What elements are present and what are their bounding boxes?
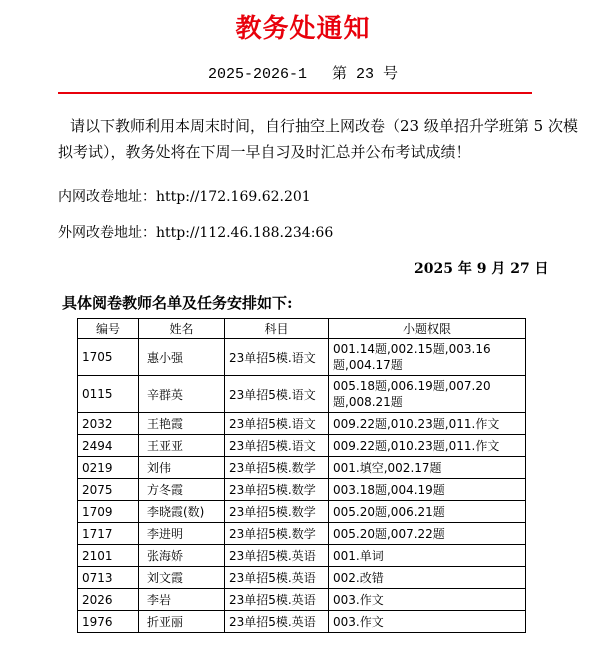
table-row — [78, 479, 526, 501]
table-row — [78, 339, 526, 376]
cell-name: 惠小强 — [139, 339, 225, 376]
notice-number: 第 23 号 — [332, 66, 399, 83]
notice-paragraph — [58, 113, 578, 165]
cell-subject: 23单招5模.英语 — [225, 611, 329, 633]
cell-name: 李岩 — [139, 589, 225, 611]
table-row — [78, 376, 526, 413]
cell-name: 张海娇 — [139, 545, 225, 567]
cell-id: 0219 — [78, 457, 139, 479]
table-row — [78, 567, 526, 589]
cell-subject: 23单招5模.英语 — [225, 545, 329, 567]
intranet-address: 内网改卷地址：http://172.169.62.201 — [58, 189, 311, 205]
cell-name: 李晓霞(数) — [139, 501, 225, 523]
cell-subject: 23单招5模.数学 — [225, 501, 329, 523]
academic-year: 2025-2026-1 — [207, 66, 307, 83]
cell-subject: 23单招5模.英语 — [225, 567, 329, 589]
header-id: 编号 — [78, 319, 139, 339]
cell-subject: 23单招5模.语文 — [225, 339, 329, 376]
cell-id: 2494 — [78, 435, 139, 457]
cell-id: 1709 — [78, 501, 139, 523]
cell-name: 刘伟 — [139, 457, 225, 479]
cell-subject: 23单招5模.数学 — [225, 523, 329, 545]
cell-subject: 23单招5模.数学 — [225, 479, 329, 501]
cell-permission: 001.14题,002.15题,003.16题,004.17题 — [329, 339, 526, 376]
table-heading: 具体阅卷教师名单及任务安排如下: — [62, 294, 293, 312]
table-row — [78, 523, 526, 545]
table-row — [78, 435, 526, 457]
table-row — [78, 611, 526, 633]
cell-id: 0115 — [78, 376, 139, 413]
cell-id: 1705 — [78, 339, 139, 376]
cell-name: 折亚丽 — [139, 611, 225, 633]
cell-permission: 003.作文 — [329, 589, 526, 611]
grader-table — [77, 318, 526, 633]
table-row — [78, 589, 526, 611]
cell-id: 2075 — [78, 479, 139, 501]
cell-subject: 23单招5模.数学 — [225, 457, 329, 479]
header-name: 姓名 — [139, 319, 225, 339]
cell-permission: 002.改错 — [329, 567, 526, 589]
cell-name: 辛群英 — [139, 376, 225, 413]
cell-permission: 003.作文 — [329, 611, 526, 633]
cell-permission: 001.填空,002.17题 — [329, 457, 526, 479]
cell-subject: 23单招5模.语文 — [225, 413, 329, 435]
cell-name: 王亚亚 — [139, 435, 225, 457]
cell-name: 李进明 — [139, 523, 225, 545]
header-permission: 小题权限 — [329, 319, 526, 339]
cell-permission: 001.单词 — [329, 545, 526, 567]
extranet-address: 外网改卷地址：http://112.46.188.234:66 — [58, 225, 334, 241]
cell-permission: 003.18题,004.19题 — [329, 479, 526, 501]
cell-subject: 23单招5模.英语 — [225, 589, 329, 611]
cell-name: 王艳霞 — [139, 413, 225, 435]
document-number — [0, 62, 606, 83]
table-row — [78, 457, 526, 479]
table-row — [78, 413, 526, 435]
cell-id: 2101 — [78, 545, 139, 567]
cell-subject: 23单招5模.语文 — [225, 376, 329, 413]
cell-name: 刘文霞 — [139, 567, 225, 589]
cell-permission: 009.22题,010.23题,011.作文 — [329, 435, 526, 457]
red-divider — [58, 92, 532, 94]
table-row — [78, 545, 526, 567]
cell-id: 1976 — [78, 611, 139, 633]
cell-permission: 005.20题,007.22题 — [329, 523, 526, 545]
cell-name: 方冬霞 — [139, 479, 225, 501]
table-body — [78, 339, 526, 633]
paragraph-line-2: 拟考试），教务处将在下周一早自习及时汇总并公布考试成绩！ — [58, 143, 471, 161]
cell-id: 1717 — [78, 523, 139, 545]
notice-date: 2025 年 9 月 27 日 — [414, 261, 549, 277]
table-header-row — [78, 319, 526, 339]
cell-permission: 005.20题,006.21题 — [329, 501, 526, 523]
cell-id: 2026 — [78, 589, 139, 611]
paragraph-line-1: 请以下教师利用本周末时间，自行抽空上网改卷（23 级单招升学班第 5 次模 — [70, 117, 578, 135]
header-subject: 科目 — [225, 319, 329, 339]
table-row — [78, 501, 526, 523]
cell-permission: 009.22题,010.23题,011.作文 — [329, 413, 526, 435]
notice-title: 教务处通知 — [235, 14, 371, 44]
cell-id: 0713 — [78, 567, 139, 589]
cell-permission: 005.18题,006.19题,007.20题,008.21题 — [329, 376, 526, 413]
cell-id: 2032 — [78, 413, 139, 435]
cell-subject: 23单招5模.语文 — [225, 435, 329, 457]
